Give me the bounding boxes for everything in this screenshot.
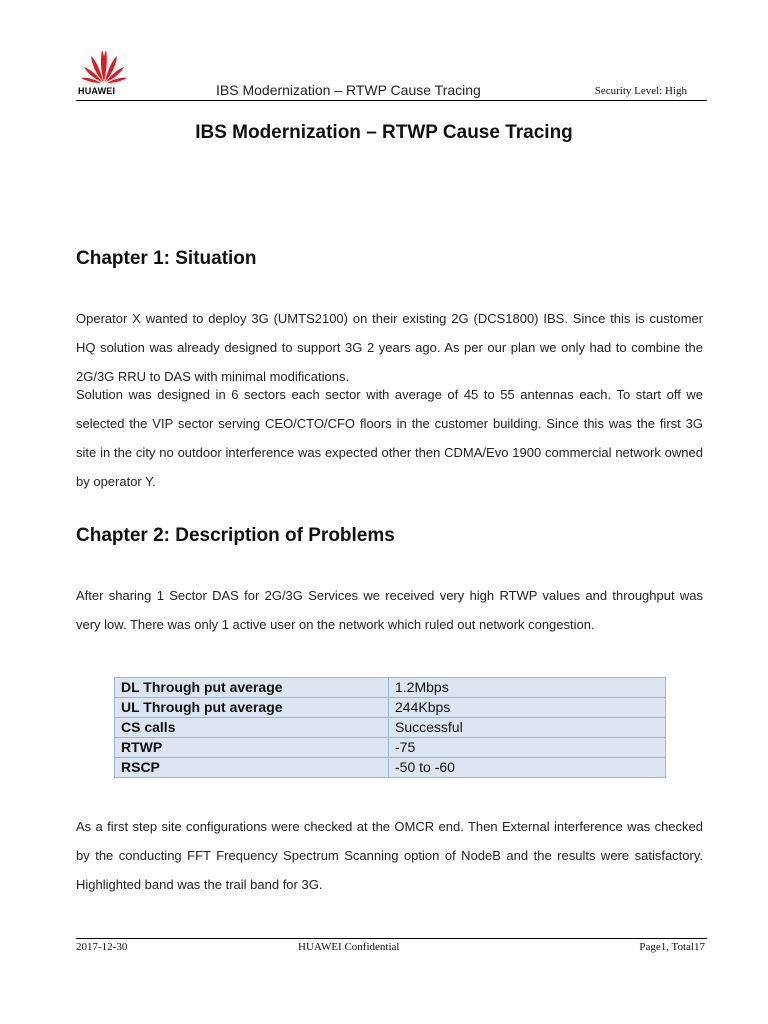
- logo-wordmark: HUAWEI: [78, 86, 116, 96]
- footer-page-number: Page1, Total17: [639, 941, 705, 953]
- table-value: Successful: [389, 718, 666, 738]
- document-title: IBS Modernization – RTWP Cause Tracing: [195, 122, 573, 143]
- page-footer: [76, 938, 707, 959]
- table-value: 244Kbps: [389, 698, 666, 718]
- footer-confidential: HUAWEI Confidential: [298, 941, 400, 953]
- table-key: DL Through put average: [115, 678, 389, 698]
- table-value: -50 to -60: [389, 758, 666, 778]
- huawei-flower-icon: [80, 48, 128, 84]
- security-level: Security Level: High: [594, 85, 687, 97]
- table-key: UL Through put average: [115, 698, 389, 718]
- table-row: [115, 678, 666, 698]
- page-header: [76, 44, 707, 101]
- table-key: RTWP: [115, 738, 389, 758]
- chapter2-heading: Chapter 2: Description of Problems: [76, 525, 395, 546]
- table-key: CS calls: [115, 718, 389, 738]
- chapter1-paragraph-2: Solution was designed in 6 sectors each sector with average of 45 to 55 antennas each. To start off we selected the VIP sector serving CEO/CTO/CFO floors in the customer building. Since this was the first 3G site in the city no outdoor interference was expected other then CDMA/Evo 1900 commercial network owned by operator Y.: [76, 387, 703, 489]
- chapter1-heading: Chapter 1: Situation: [76, 248, 257, 269]
- table-row: [115, 758, 666, 778]
- chapter2-paragraph-1: After sharing 1 Sector DAS for 2G/3G Services we received very high RTWP values and throughput was very low. There was only 1 active user on the network which ruled out network congestion.: [76, 588, 703, 632]
- table-row: [115, 738, 666, 758]
- chapter1-paragraph-1: Operator X wanted to deploy 3G (UMTS2100) on their existing 2G (DCS1800) IBS. Since this is customer HQ solution was already designed to support 3G 2 years ago. As per our plan we only had to combine the 2G/3G RRU to DAS with minimal modifications.: [76, 311, 703, 384]
- chapter2-paragraph-2: As a first step site configurations were checked at the OMCR end. Then External interference was checked by the conducting FFT Frequency Spectrum Scanning option of NodeB and the results were satisfactory. Highlighted band was the trail band for 3G.: [76, 819, 703, 892]
- table-value: 1.2Mbps: [389, 678, 666, 698]
- metrics-table: [114, 677, 666, 778]
- huawei-logo: [76, 48, 132, 98]
- header-title: IBS Modernization – RTWP Cause Tracing: [216, 82, 481, 98]
- table-row: [115, 718, 666, 738]
- table-key: RSCP: [115, 758, 389, 778]
- table-value: -75: [389, 738, 666, 758]
- table-row: [115, 698, 666, 718]
- footer-date: 2017-12-30: [76, 941, 128, 953]
